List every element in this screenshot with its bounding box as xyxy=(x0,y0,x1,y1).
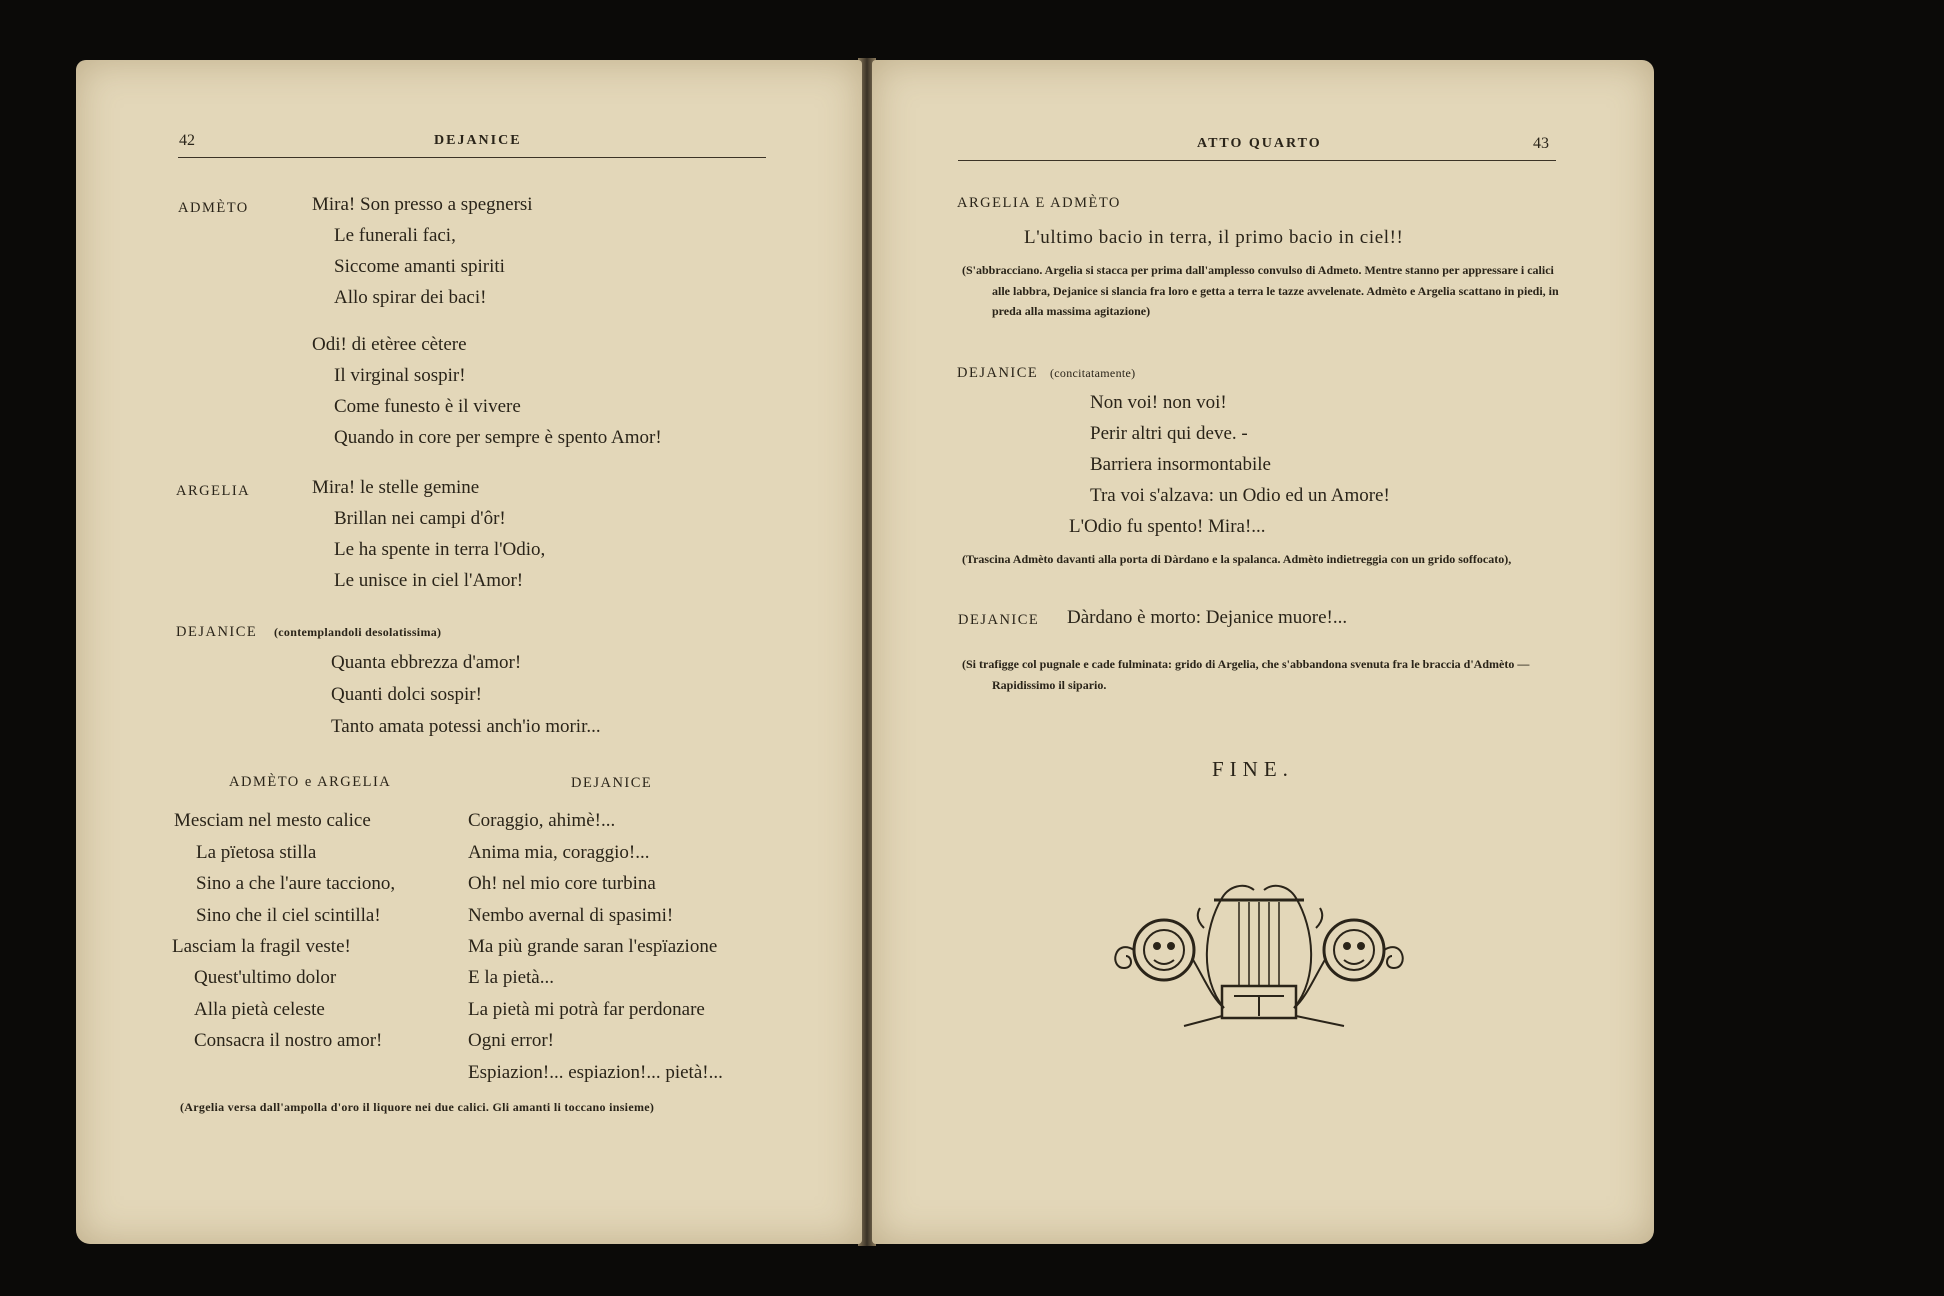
stage-direction xyxy=(962,654,1572,695)
duet-right-line: Oh! nel mio core turbina xyxy=(468,873,656,894)
verse-line: Tra voi s'alzava: un Odio ed un Amore! xyxy=(1090,485,1390,506)
duet-left-line: Alla pietà celeste xyxy=(194,999,325,1020)
page-number: 43 xyxy=(1533,135,1549,152)
duet-right-line: Ma più grande saran l'espïazione xyxy=(468,936,718,957)
verse-line: Barriera insormontabile xyxy=(1090,454,1271,475)
page-number: 42 xyxy=(179,132,195,149)
stage-direction: (concitatamente) xyxy=(1050,366,1136,380)
stage-direction xyxy=(962,260,1572,322)
duet-right-line: Anima mia, coraggio!... xyxy=(468,842,650,863)
verse-line: Le ha spente in terra l'Odio, xyxy=(334,539,546,560)
verse-line: Mira! Son presso a spegnersi xyxy=(312,194,533,215)
duet-left-line: Sino che il ciel scintilla! xyxy=(196,905,381,926)
duet-head-right: DEJANICE xyxy=(571,775,653,791)
verse-line: Odi! di etèree cètere xyxy=(312,334,467,355)
speaker-argelia-admeto: ARGELIA E ADMÈTO xyxy=(957,195,1121,211)
verse-line: Non voi! non voi! xyxy=(1090,392,1227,413)
stage-direction-text: (Si trafigge col pugnale e cade fulminata: grido di Argelia, che s'abbandona svenuta fra le braccia d'Admèto — Rapidissimo il sipario. xyxy=(962,657,1530,692)
verse-line: L'Odio fu spento! Mira!... xyxy=(1069,516,1266,537)
verse-line: Quando in core per sempre è spento Amor! xyxy=(334,427,662,448)
verse-line: Allo spirar dei baci! xyxy=(334,287,487,308)
verse-line: Quanta ebbrezza d'amor! xyxy=(331,652,522,673)
stage-direction-text: (Trascina Admèto davanti alla porta di Dàrdano e la spalanca. Admèto indietreggia con un grido soffocato), xyxy=(962,552,1512,566)
verse-line: Tanto amata potessi anch'io morir... xyxy=(331,716,601,737)
duet-left-line: La pïetosa stilla xyxy=(196,842,317,863)
speaker-dejanice: DEJANICE xyxy=(958,612,1040,628)
stage-direction-text: (S'abbracciano. Argelia si stacca per prima dall'amplesso convulso di Admeto. Mentre stanno per appressare i calici alle labbra, Dejanice si slancia fra loro e getta a terra le tazze avvelenate. Admèto e Argelia scattano in piedi, in preda alla massima agitazione) xyxy=(962,263,1559,318)
verse-line: Come funesto è il vivere xyxy=(334,396,521,417)
verse-line: Le funerali faci, xyxy=(334,225,456,246)
running-head: ATTO QUARTO xyxy=(1197,136,1322,151)
header-rule xyxy=(178,157,766,158)
verse-line: Quanti dolci sospir! xyxy=(331,684,482,705)
duet-left-line: Lasciam la fragil veste! xyxy=(172,936,351,957)
speaker-dejanice: DEJANICE xyxy=(176,624,258,640)
end-mark: FINE. xyxy=(1212,757,1294,781)
duet-right-line: E la pietà... xyxy=(468,967,554,988)
running-head: DEJANICE xyxy=(434,133,522,148)
duet-left-line: Mesciam nel mesto calice xyxy=(174,810,371,831)
verse-line: Brillan nei campi d'ôr! xyxy=(334,508,506,529)
duet-right-line: Ogni error! xyxy=(468,1030,554,1051)
right-page xyxy=(872,60,1654,1244)
stage-direction: (Argelia versa dall'ampolla d'oro il liquore nei due calici. Gli amanti li toccano insieme) xyxy=(180,1100,655,1114)
duet-left-line: Quest'ultimo dolor xyxy=(194,967,337,988)
duet-left-line: Consacra il nostro amor! xyxy=(194,1030,383,1051)
left-page xyxy=(76,60,862,1244)
verse-line: Le unisce in ciel l'Amor! xyxy=(334,570,524,591)
duet-right-line: Espiazion!... espiazion!... pietà!... xyxy=(468,1062,723,1083)
header-rule xyxy=(958,160,1556,161)
speaker-dejanice: DEJANICE xyxy=(957,365,1039,381)
verse-line: Mira! le stelle gemine xyxy=(312,477,480,498)
verse-line: Dàrdano è morto: Dejanice muore!... xyxy=(1067,607,1348,628)
speaker-admeto: ADMÈTO xyxy=(178,200,249,216)
verse-line: Perir altri qui deve. - xyxy=(1090,423,1248,444)
stage-direction xyxy=(962,549,1572,570)
duet-head-left: ADMÈTO e ARGELIA xyxy=(229,774,392,790)
duet-right-line: Coraggio, ahimè!... xyxy=(468,810,616,831)
duet-right-line: La pietà mi potrà far perdonare xyxy=(468,999,705,1020)
verse-line: Il virginal sospir! xyxy=(334,365,466,386)
verse-line: L'ultimo bacio in terra, il primo bacio in ciel!! xyxy=(1024,227,1404,248)
duet-left-line: Sino a che l'aure tacciono, xyxy=(196,873,396,894)
stage-direction: (contemplandoli desolatissima) xyxy=(274,625,442,639)
duet-right-line: Nembo avernal di spasimi! xyxy=(468,905,674,926)
speaker-argelia: ARGELIA xyxy=(176,483,251,499)
verse-line: Siccome amanti spiriti xyxy=(334,256,505,277)
lyre-ornament-icon xyxy=(1104,868,1414,1038)
